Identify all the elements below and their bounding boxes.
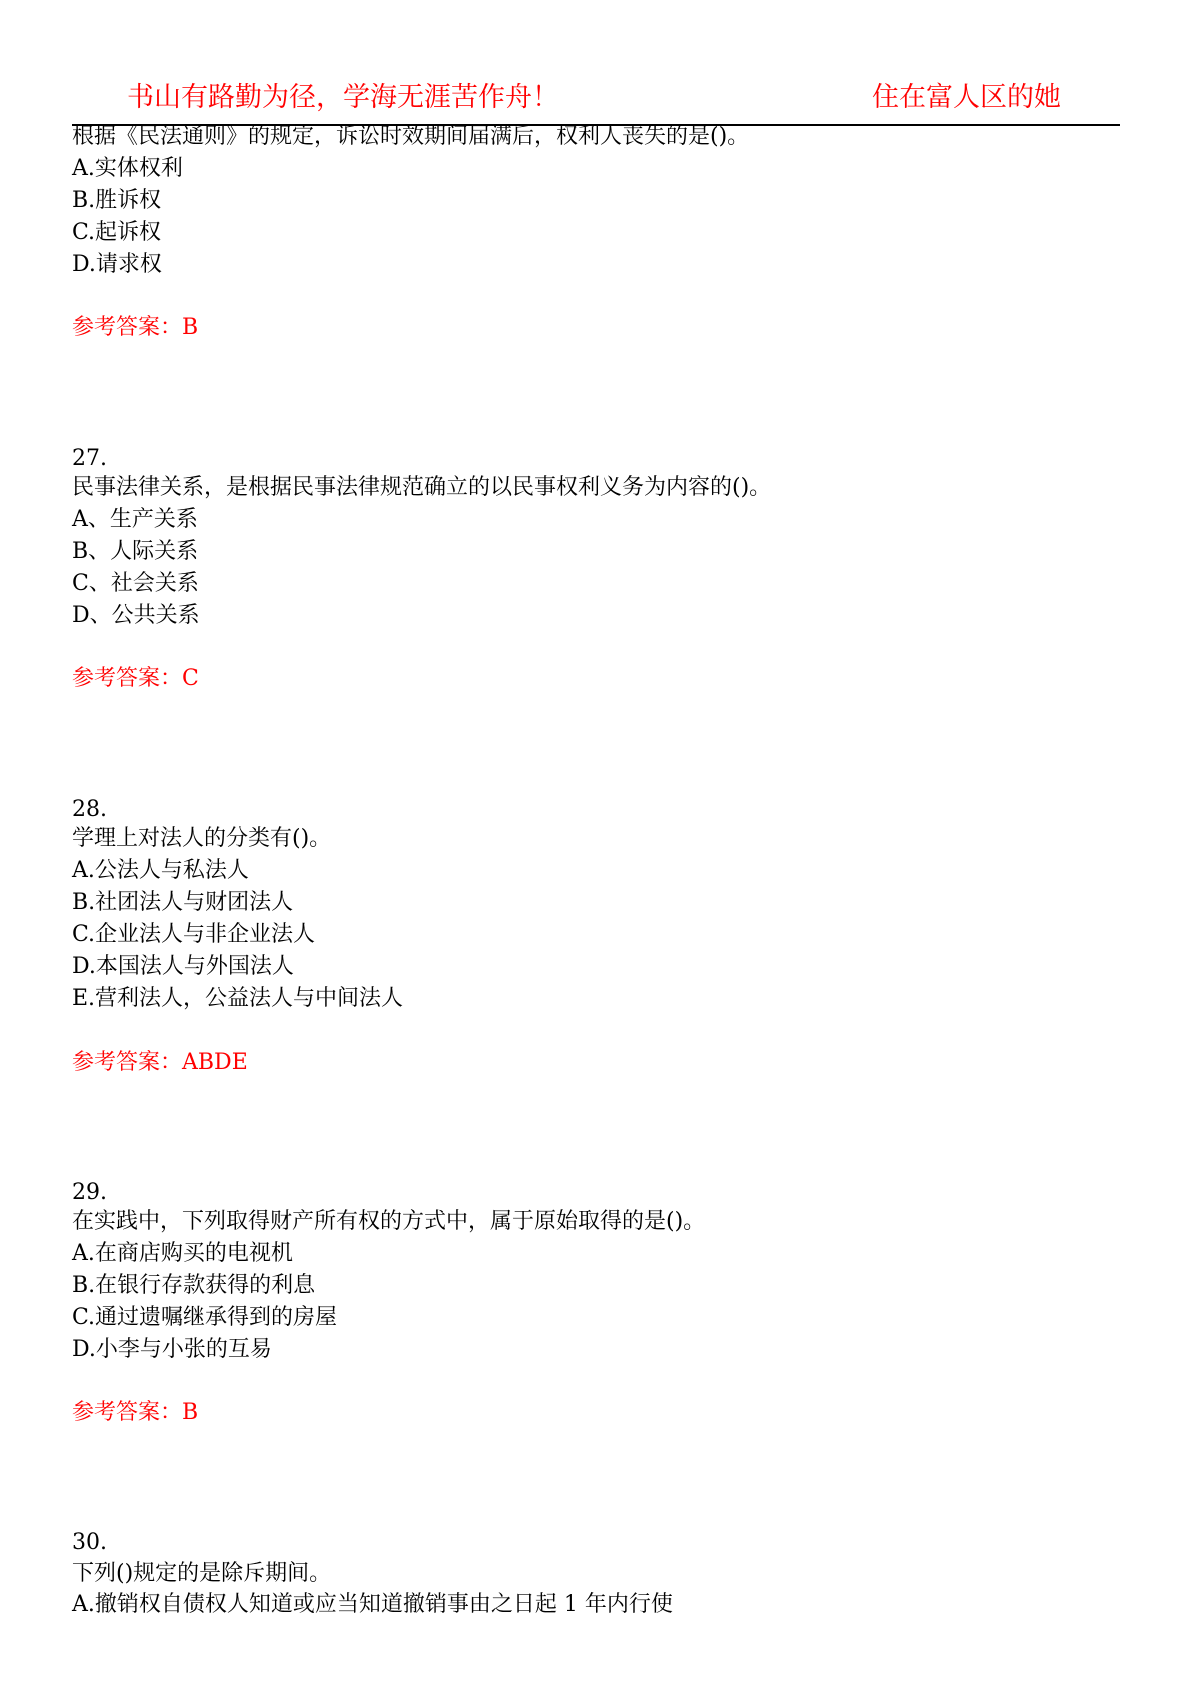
question-27-stem: 民事法律关系，是根据民事法律规范确立的以民事权利义务为内容的()。 <box>72 475 772 500</box>
question-26-option-d: D.请求权 <box>72 252 162 277</box>
question-29-option-b: B.在银行存款获得的利息 <box>72 1273 316 1298</box>
header-author: 住在富人区的她 <box>872 82 1061 113</box>
question-29-option-c: C.通过遗嘱继承得到的房屋 <box>72 1305 338 1330</box>
question-28-option-c: C.企业法人与非企业法人 <box>72 922 316 947</box>
question-27-number: 27. <box>72 446 107 471</box>
question-29-option-d: D.小李与小张的互易 <box>72 1337 272 1362</box>
question-27-option-d: D、公共关系 <box>72 603 200 628</box>
question-28-stem: 学理上对法人的分类有()。 <box>72 826 332 851</box>
question-26-option-b: B.胜诉权 <box>72 188 162 213</box>
question-27-option-c: C、社会关系 <box>72 571 199 596</box>
question-30-stem: 下列()规定的是除斥期间。 <box>72 1561 332 1586</box>
question-29-option-a: A.在商店购买的电视机 <box>72 1241 293 1266</box>
question-28-number: 28. <box>72 797 107 822</box>
page-header <box>72 78 1120 126</box>
question-28-option-e: E.营利法人，公益法人与中间法人 <box>72 986 404 1011</box>
question-29-number: 29. <box>72 1180 107 1205</box>
question-30-number: 30. <box>72 1530 107 1555</box>
question-28-answer: 参考答案：ABDE <box>72 1050 248 1075</box>
question-28-option-d: D.本国法人与外国法人 <box>72 954 294 979</box>
question-26-stem: 根据《民法通则》的规定，诉讼时效期间届满后，权利人丧失的是()。 <box>72 124 750 149</box>
header-motto: 书山有路勤为径，学海无涯苦作舟！ <box>127 82 559 113</box>
question-29-stem: 在实践中，下列取得财产所有权的方式中，属于原始取得的是()。 <box>72 1209 706 1234</box>
question-26-option-c: C.起诉权 <box>72 220 162 245</box>
question-27-option-b: B、人际关系 <box>72 539 199 564</box>
question-27-option-a: A、生产关系 <box>72 507 198 532</box>
question-29-answer: 参考答案：B <box>72 1400 199 1425</box>
question-26-answer: 参考答案：B <box>72 315 199 340</box>
question-30-option-a: A.撤销权自债权人知道或应当知道撤销事由之日起 1 年内行使 <box>72 1592 673 1617</box>
question-27-answer: 参考答案：C <box>72 666 199 691</box>
question-28-option-a: A.公法人与私法人 <box>72 858 249 883</box>
question-26-option-a: A.实体权利 <box>72 156 183 181</box>
question-28-option-b: B.社团法人与财团法人 <box>72 890 294 915</box>
